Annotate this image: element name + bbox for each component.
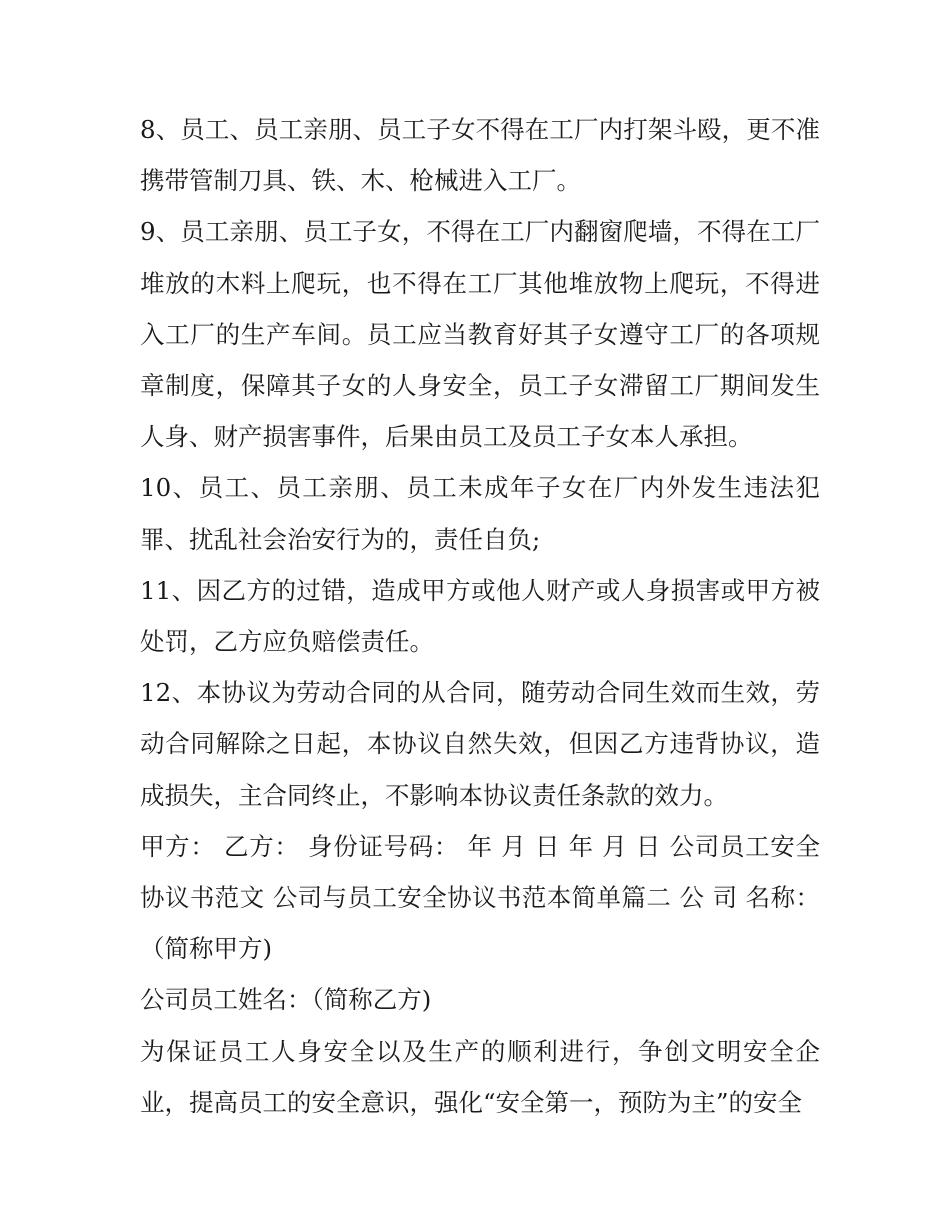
signature-and-second-agreement-header: 甲方： 乙方： 身份证号码： 年 月 日 年 月 日 公司员工安全协议书范文 公司与员工安全协议书范本简单篇二 公 司 名称：（简称甲方) — [140, 831, 820, 964]
clause-12-paragraph: 12、本协议为劳动合同的从合同，随劳动合同生效而生效，劳动合同解除之日起，本协议自然失效，但因乙方违背协议，造成损失，主合同终止，不影响本协议责任条款的效力。 — [140, 678, 820, 810]
preamble-paragraph: 为保证员工人身安全以及生产的顺利进行，争创文明安全企业，提高员工的安全意识，强化“安全第一，预防为主”的安全 — [140, 1036, 820, 1117]
clause-8-paragraph: 8、员工、员工亲朋、员工子女不得在工厂内打架斗殴，更不准携带管制刀具、铁、木、枪械进入工厂。 — [140, 115, 820, 196]
clause-9-paragraph: 9、员工亲朋、员工子女，不得在工厂内翻窗爬墙，不得在工厂堆放的木料上爬玩，也不得在工厂其他堆放物上爬玩，不得进入工厂的生产车间。员工应当教育好其子女遵守工厂的各项规章制度，保障其子女的人身安全，员工子女滞留工厂期间发生人身、财产损害事件，后果由员工及员工子女本人承担。 — [140, 217, 820, 452]
clause-11-paragraph: 11、因乙方的过错，造成甲方或他人财产或人身损害或甲方被处罚，乙方应负赔偿责任。 — [140, 575, 820, 657]
clause-10-paragraph: 10、员工、员工亲朋、员工未成年子女在厂内外发生违法犯罪、扰乱社会治安行为的，责任自负; — [140, 473, 820, 554]
employee-name-line: 公司员工姓名：（简称乙方) — [140, 985, 432, 1015]
document-body — [140, 104, 820, 1128]
